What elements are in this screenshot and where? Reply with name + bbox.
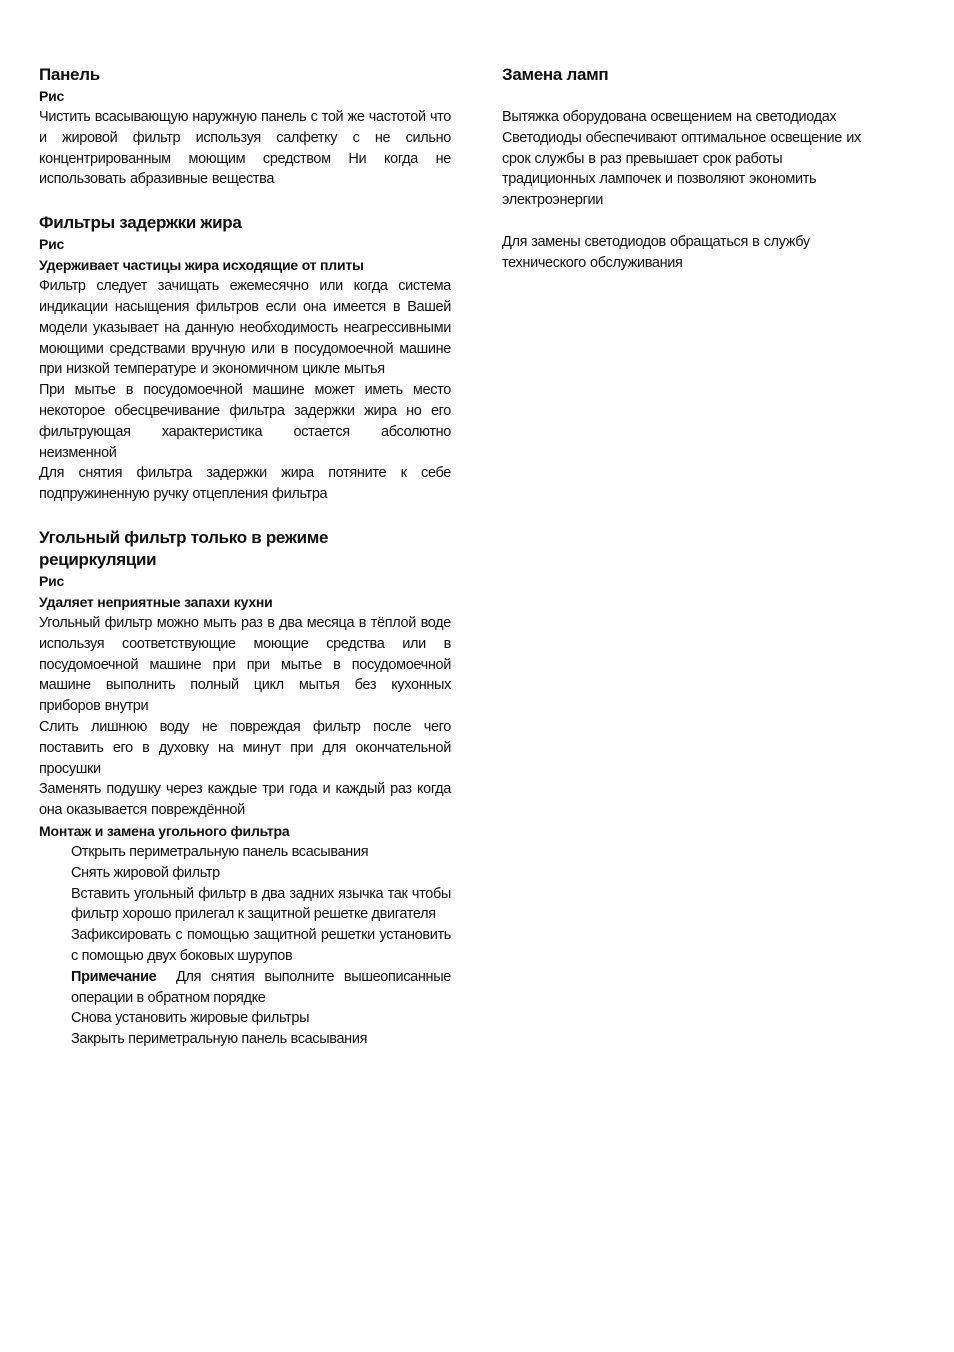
carbon-paragraph-1: Угольный фильтр можно мыть раз в два месяца в тёплой воде используя соответствующие моющие средства или в посудомоечной машине при при мытье в посудомоечной машине выполнить полный цикл мытья без кухонных приборов внутри (39, 614, 451, 715)
lamps-heading: Замена ламп (502, 65, 609, 84)
grease-filter-heading: Фильтры задержки жира (39, 213, 242, 233)
list-item: Вставить угольный фильтр в два задних язычка так чтобы фильтр хорошо прилегал к защитной решетке двигателя (71, 885, 451, 923)
lamps-paragraph-2 (502, 232, 894, 274)
carbon-paragraph-2: Слить лишнюю воду не повреждая фильтр после чего поставить его в духовку на минут при для окончательной просушки (39, 718, 451, 777)
carbon-paragraph-3: Заменять подушку через каждые три года и каждый раз когда она оказывается повреждённой (39, 781, 451, 819)
left-column (39, 64, 451, 1050)
spacer (502, 211, 894, 232)
lamps-line: электроэнергии (502, 192, 604, 209)
carbon-heading-line-1: Угольный фильтр только в режиме (39, 527, 329, 547)
lamps-line: срок службы в раз превышает срок работы (502, 150, 783, 167)
carbon-heading-line-2: рециркуляции (39, 549, 157, 569)
mount-steps-list (39, 842, 451, 1050)
list-item: Снять жировой фильтр (71, 864, 220, 881)
lamps-line: традиционных лампочек и позволяют экономить (502, 171, 817, 188)
spacer (39, 190, 451, 212)
lamps-line: Для замены светодиодов обращаться в службу (502, 233, 810, 250)
mount-heading: Монтаж и замена угольного фильтра (39, 822, 290, 839)
carbon-fig-label: Рис (39, 572, 65, 589)
carbon-filter-heading (39, 527, 451, 571)
lamps-paragraph-1 (502, 107, 894, 211)
lamps-line: технического обслуживания (502, 254, 683, 271)
spacer (39, 505, 451, 527)
right-column (502, 64, 894, 274)
list-item: Закрыть периметральную панель всасывания (71, 1031, 368, 1048)
lamps-line: Вытяжка оборудована освещением на светодиодах (502, 109, 837, 125)
grease-subtitle: Удерживает частицы жира исходящие от плиты (39, 257, 364, 274)
panel-heading: Панель (39, 65, 100, 84)
spacer (502, 86, 894, 107)
carbon-subtitle: Удаляет неприятные запахи кухни (39, 593, 273, 610)
list-item: Зафиксировать с помощью защитной решетки установить с помощью двух боковых шурупов (71, 927, 451, 964)
note-text: Для снятия выполните вышеописанные операции в обратном порядке (71, 968, 451, 1006)
note-item (71, 967, 451, 1009)
grease-paragraph-3: Для снятия фильтра задержки жира потяните к себе подпружиненную ручку отцепления фильтра (39, 465, 451, 503)
grease-paragraph-2: При мытье в посудомоечной машине может иметь место некоторое обесцвечивание фильтра задержки жира но его фильтрующая характеристика остается абсолютно неизменной (39, 382, 451, 461)
panel-text: Чистить всасывающую наружную панель с той же частотой что и жировой фильтр используя салфетку с не сильно концентрированным моющим средством Ни когда не использовать абразивные вещества (39, 109, 451, 188)
list-item: Снова установить жировые фильтры (71, 1010, 310, 1027)
lamps-line: Светодиоды обеспечивают оптимальное освещение их (502, 129, 861, 146)
grease-paragraph-1: Фильтр следует зачищать ежемесячно или когда система индикации насыщения фильтров если она имеется в Вашей модели указывает на данную необходимость неагрессивными моющими средствами вручную или в посудомоечной машине при низкой температуре и экономичном цикле мытья (39, 278, 451, 378)
panel-fig-label: Рис (39, 88, 65, 104)
note-label: Примечание (71, 968, 157, 985)
grease-fig-label: Рис (39, 236, 65, 253)
list-item: Открыть периметральную панель всасывания (71, 843, 369, 860)
